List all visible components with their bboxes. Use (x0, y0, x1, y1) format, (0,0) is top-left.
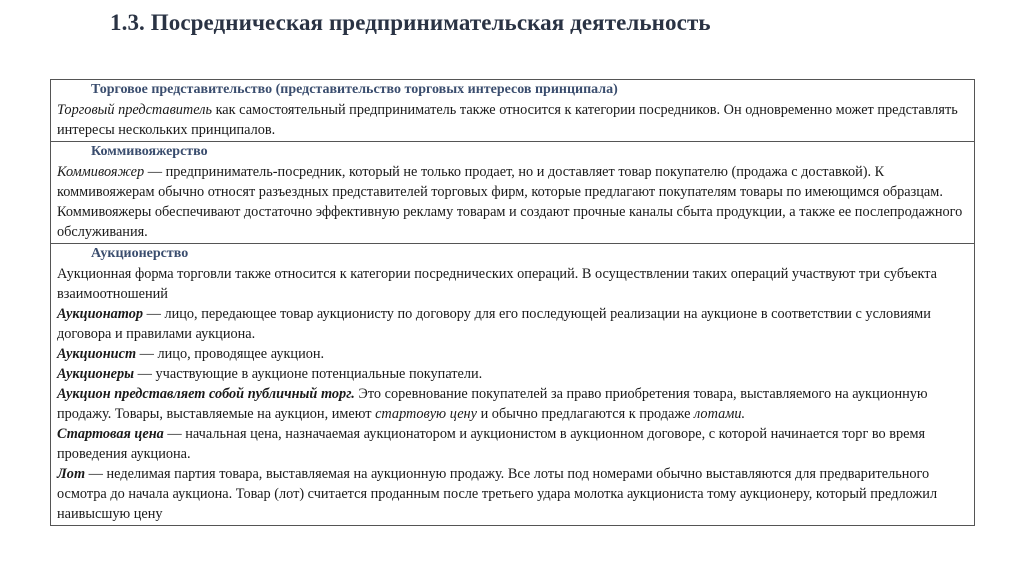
paragraph (57, 304, 970, 344)
term: Аукционатор (57, 306, 144, 322)
paragraph (57, 424, 970, 464)
term: Торговый представитель (57, 102, 212, 118)
paragraph-text: — лицо, проводящее аукцион. (136, 346, 325, 362)
section-trade-representation (51, 80, 974, 142)
term-inline: лотами. (694, 406, 746, 422)
paragraph (57, 364, 970, 384)
term: Коммивояжер (57, 164, 145, 180)
paragraph-text: — начальная цена, назначаемая аукционатором и аукционистом в аукционном договоре, с которой начинается торг во время проведения аукциона. (57, 426, 926, 462)
paragraph (57, 384, 970, 424)
paragraph (57, 162, 970, 242)
paragraph-text: как самостоятельный предприниматель также относится к категории посредников. Он одновременно может представлять интересы нескольких принципалов. (57, 102, 958, 138)
paragraph-text: — неделимая партия товара, выставляемая на аукционную продажу. Все лоты под номерами обычно выставляются для предварительного осмотра до начала аукциона. Товар (лот) считается проданным после третьего удара молотка аукциониста тому аукционеру, который предложил наивысшую цену (57, 466, 938, 522)
term-inline: стартовую цену (375, 406, 477, 422)
paragraph-text: — предприниматель-посредник, который не только продает, но и доставляет товар покупателю (продажа с доставкой). К коммивояжерам обычно относят разъездных представителей торговых фирм, которые предлагают покупателям товары по имеющимся образцам. Коммивояжеры обеспечивают достаточно эффективную рекламу товарам и создают прочные каналы сбыта продукции, а также ее послепродажного обслуживания. (57, 164, 963, 240)
term: Лот (57, 466, 86, 482)
section-heading: Торговое представительство (представительство торговых интересов принципала) (91, 82, 618, 97)
paragraph-text: — лицо, передающее товар аукционисту по договору для его последующей реализации на аукционе в соответствии с условиями договора и правилами аукциона. (57, 306, 931, 342)
paragraph-text: и обычно предлагаются к продаже (477, 406, 695, 422)
paragraph-text: — участвующие в аукционе потенциальные покупатели. (134, 366, 483, 382)
term: Аукцион представляет собой публичный торг. (57, 386, 355, 402)
section-auction (51, 244, 974, 525)
paragraph-text: Это соревнование покупателей за право приобретения товара, выставляемого на аукционную продажу. Товары, выставляемые на аукцион, имеют (57, 386, 928, 422)
paragraph (57, 100, 970, 140)
paragraph-intro: Аукционная форма торговли также относится к категории посреднических операций. В осуществлении таких операций участвуют три субъекта взаимоотношений (57, 266, 938, 302)
term: Аукционист (57, 346, 137, 362)
page-title: 1.3. Посредническая предпринимательская деятельность (110, 10, 711, 35)
section-heading: Аукционерство (91, 246, 189, 261)
paragraph (57, 344, 970, 364)
term: Аукционеры (57, 366, 135, 382)
content-table (50, 79, 975, 526)
paragraph (57, 464, 970, 524)
section-heading: Коммивояжерство (91, 144, 208, 159)
term: Стартовая цена (57, 426, 164, 442)
section-commis-voyageur (51, 142, 974, 244)
